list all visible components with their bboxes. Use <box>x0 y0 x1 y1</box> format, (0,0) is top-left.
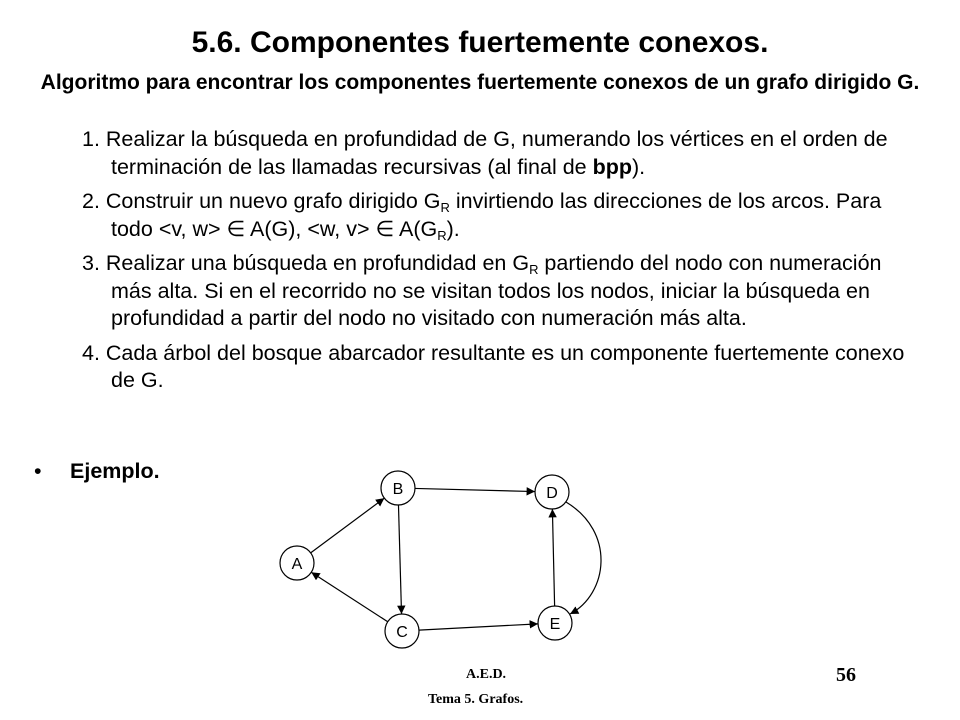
edge-b-d <box>415 488 535 491</box>
step-4-text: 4. Cada árbol del bosque abarcador resultante es un componente fuertemente conexo de G. <box>82 340 905 392</box>
node-b <box>381 471 415 505</box>
step-2-text-b: invirtiendo las direcciones de los arcos. Para todo <v, w> ∈ A(G), <w, v> ∈ A(G <box>111 189 882 241</box>
step-2-text-a: 2. Construir un nuevo grafo dirigido G <box>82 189 441 213</box>
node-c <box>385 614 419 648</box>
slide-title: 5.6. Componentes fuertemente conexos. <box>191 26 769 59</box>
node-label: B <box>392 481 404 498</box>
bullet-icon: • <box>34 459 42 483</box>
node-label: E <box>549 616 561 633</box>
edge-c-a <box>311 572 387 622</box>
step-2-text-c: ). <box>446 216 460 241</box>
step-3-subscript: R <box>529 262 539 277</box>
example-label: Ejemplo. <box>70 459 160 483</box>
node-a <box>280 546 314 580</box>
footer-course: A.E.D. <box>466 667 507 682</box>
edge-b-c <box>398 505 401 614</box>
edge-e-d <box>552 509 554 606</box>
node-label: C <box>396 624 408 641</box>
step-1-end: ). <box>631 154 646 179</box>
node-e <box>538 606 572 640</box>
edge-d-e <box>566 502 601 614</box>
page-number: 56 <box>836 664 856 686</box>
edge-c-e <box>419 624 538 630</box>
edge-a-b <box>311 498 385 553</box>
step-3-text-b: partiendo del nodo con numeración más alta. Si en el recorrido no se visitan todos los nodos, iniciar la búsqueda en profundidad a partir del nodo no visitado con numeración más alta. <box>111 251 882 330</box>
step-3-text-a: 3. Realizar una búsqueda en profundidad en G <box>82 251 530 275</box>
node-d <box>535 475 569 509</box>
node-label: A <box>291 556 303 573</box>
footer-topic: Tema 5. Grafos. <box>428 692 524 707</box>
node-label: D <box>546 485 558 502</box>
step-2-subscript-b: R <box>437 227 447 243</box>
step-2-subscript-a: R <box>440 200 450 215</box>
step-1-bold: bpp <box>592 154 632 179</box>
step-1-text: 1. Realizar la búsqueda en profundidad de G, numerando los vértices en el orden de terminación de las llamadas recursivas (al final de <box>82 127 888 179</box>
slide-subtitle: Algoritmo para encontrar los componentes fuertemente conexos de un grafo dirigido G. <box>40 71 920 94</box>
